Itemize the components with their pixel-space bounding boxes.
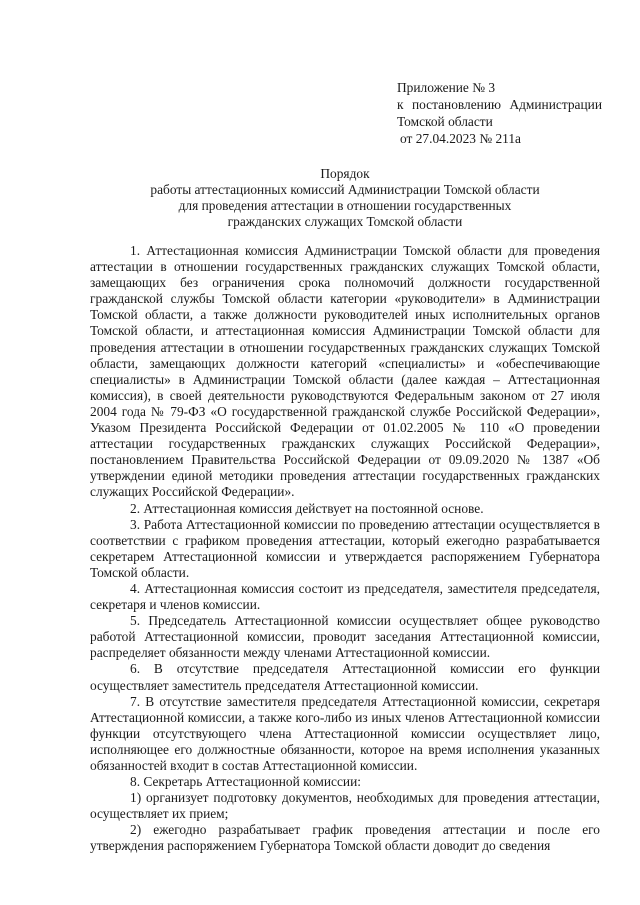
document-title [90, 166, 600, 230]
appendix-region: Томской области [397, 114, 493, 129]
title-line: работы аттестационных комиссий Администрации Томской области [150, 182, 540, 197]
appendix-resolution: к постановлению Администрации [397, 97, 602, 112]
paragraph: 8. Секретарь Аттестационной комиссии: [130, 774, 361, 790]
title-line: Порядок [320, 166, 370, 181]
document-body [90, 243, 600, 855]
paragraph: 7. В отсутствие заместителя председателя Аттестационной комиссии, секретаря Аттестационной комиссии, а также кого-либо из иных членов Аттестационной комиссии функции отсутствующего члена Аттестационной комиссии осуществляет лицо, исполняющее его должностные обязанности, которое на время исполнения указанных обязанностей входит в состав Аттестационной комиссии. [90, 693, 600, 773]
appendix-header [397, 79, 602, 147]
title-line: для проведения аттестации в отношении государственных [178, 198, 512, 213]
appendix-number: Приложение № 3 [397, 80, 496, 95]
title-line: гражданских служащих Томской области [227, 214, 463, 229]
list-item: 2) ежегодно разрабатывает график проведения аттестации и после его утверждения распоряжением Губернатора Томской области доводит до сведения [90, 822, 600, 854]
paragraph: 3. Работа Аттестационной комиссии по проведению аттестации осуществляется в соответствии с графиком проведения аттестации, который ежегодно разрабатывается секретарем Аттестационной комиссии и утверждается распоряжением Губернатора Томской области. [90, 516, 600, 580]
paragraph: 6. В отсутствие председателя Аттестационной комиссии его функции осуществляет заместитель председателя Аттестационной комиссии. [90, 661, 600, 693]
paragraph: 5. Председатель Аттестационной комиссии осуществляет общее руководство работой Аттестационной комиссии, проводит заседания Аттестационной комиссии, распределяет обязанности между членами Аттестационной комиссии. [90, 613, 600, 661]
list-item: 1) организует подготовку документов, необходимых для проведения аттестации, осуществляет их прием; [90, 790, 600, 822]
paragraph: 4. Аттестационная комиссия состоит из председателя, заместителя председателя, секретаря и членов комиссии. [90, 580, 600, 613]
paragraph: 1. Аттестационная комиссия Администрации Томской области для проведения аттестации в отношении государственных гражданских служащих Томской области, замещающих без ограничения срока полномочий должности государственной гражданской службы Томской области категории «руководители» в Администрации Томской области, а также должности руководителей иных исполнительных органов Томской области, и аттестационная комиссия Администрации Томской области для проведения аттестации в отношении государственных гражданских служащих Томской области, замещающих должности категорий «специалисты» и «обеспечивающие специалисты» в Администрации Томской области (далее каждая – Аттестационная комиссия), в своей деятельности руководствуются Федеральным законом от 27 июля 2004 года № 79-ФЗ «О государственной гражданской службе Российской Федерации», Указом Президента Российской Федерации от 01.02.2005 № 110 «О проведении аттестации государственных гражданских служащих Российской Федерации», постановлением Правительства Российской Федерации от 09.09.2020 № 1387 «Об утверждении единой методики проведения аттестации государственных гражданских служащих Российской Федерации». [90, 243, 600, 500]
paragraph: 2. Аттестационная комиссия действует на постоянной основе. [130, 500, 484, 516]
appendix-date: от 27.04.2023 № 211а [400, 131, 521, 146]
